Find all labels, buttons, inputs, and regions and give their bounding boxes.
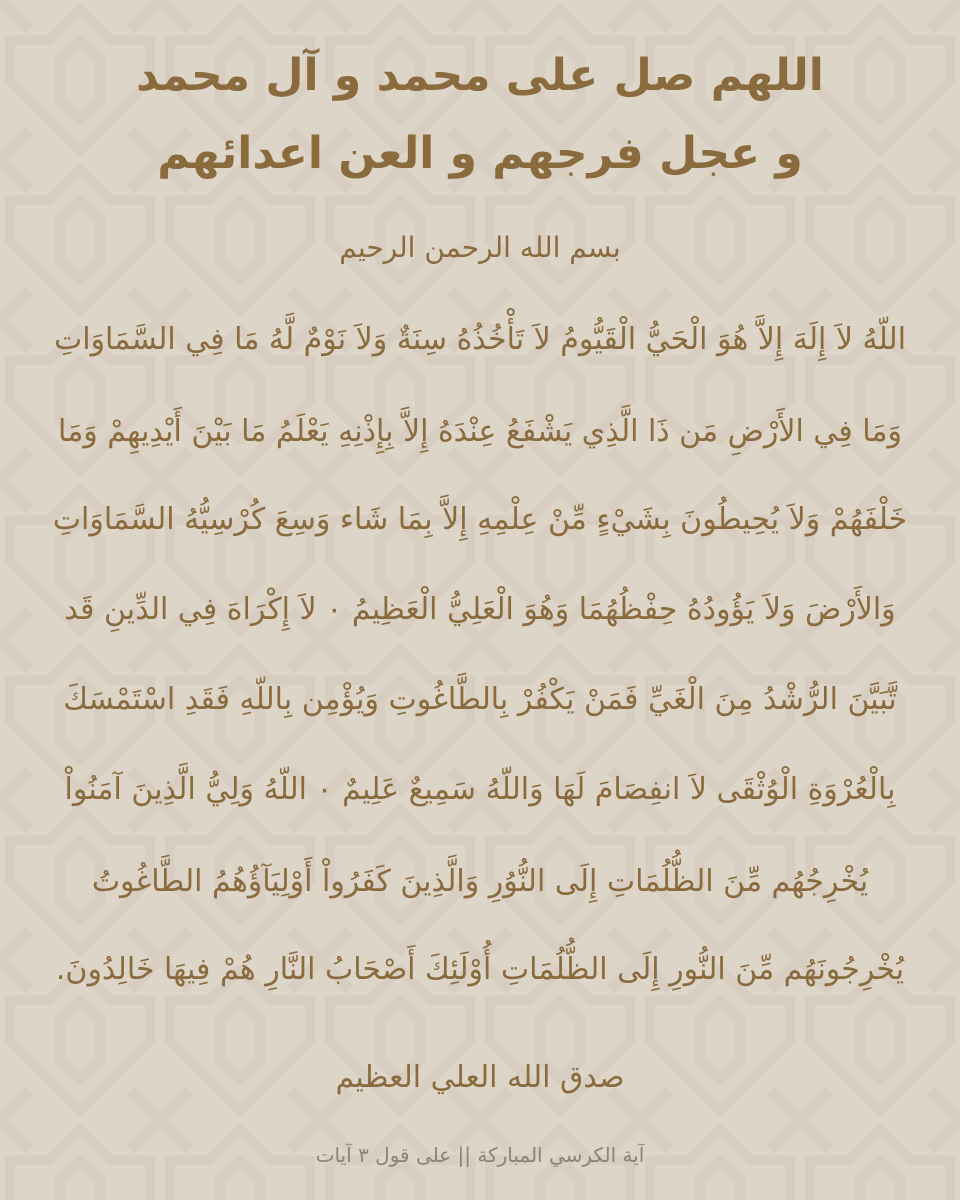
basmala: بسم الله الرحمن الرحيم [339,231,621,264]
caption: آية الكرسي المباركة || على قول ٣ آيات [315,1143,645,1167]
verse-line: يُخْرِجُهُم مِّنَ الظُّلُمَاتِ إِلَى النُّوُرِ وَالَّذِينَ كَفَرُواْ أَوْلِيَآؤُهُمُ الطَّاغُوتُ [91,864,869,899]
verse-line: خَلْفَهُمْ وَلاَ يُحِيطُونَ بِشَيْءٍ مِّنْ عِلْمِهِ إِلاَّ بِمَا شَاء وَسِعَ كُرْسِيُّهُ السَّمَاوَاتِ [52,502,908,537]
verse-line: اللّهُ لاَ إِلَهَ إِلاَّ هُوَ الْحَيُّ الْقَيُّومُ لاَ تَأْخُذُهُ سِنَةٌ وَلاَ نَوْمٌ لَّهُ مَا فِي السَّمَاوَاتِ [53,322,907,357]
verse-line: تَّبَيَّنَ الرُّشْدُ مِنَ الْغَيِّ فَمَنْ يَكْفُرْ بِالطَّاغُوتِ وَيُؤْمِن بِاللّهِ فَقَدِ اسْتَمْسَكَ [63,682,897,717]
verse-line: وَمَا فِي الأَرْضِ مَن ذَا الَّذِي يَشْفَعُ عِنْدَهُ إِلاَّ بِإِذْنِهِ يَعْلَمُ مَا بَيْنَ أَيْدِيهِمْ وَمَا [58,414,902,449]
verse-line: يُخْرِجُونَهُم مِّنَ النُّورِ إِلَى الظُّلُمَاتِ أُوْلَئِكَ أَصْحَابُ النَّارِ هُمْ فِيهَا خَالِدُونَ. [55,952,905,987]
header-line-2: و عجل فرجهم و العن اعدائهم [157,128,803,179]
closing-phrase: صدق الله العلي العظيم [335,1060,625,1095]
header-line-1: اللهم صل على محمد و آل محمد [136,50,824,101]
verse-line: وَالأَرْضَ وَلاَ يَؤُودُهُ حِفْظُهُمَا وَهُوَ الْعَلِيُّ الْعَظِيمُ ۰ لاَ إِكْرَاهَ فِي الدِّينِ قَد [64,592,896,627]
verse-line: بِالْعُرْوَةِ الْوُثْقَى لاَ انفِصَامَ لَهَا وَاللّهُ سَمِيعٌ عَلِيمٌ ۰ اللّهُ وَلِيُّ الَّذِينَ آمَنُواْ [64,772,896,807]
